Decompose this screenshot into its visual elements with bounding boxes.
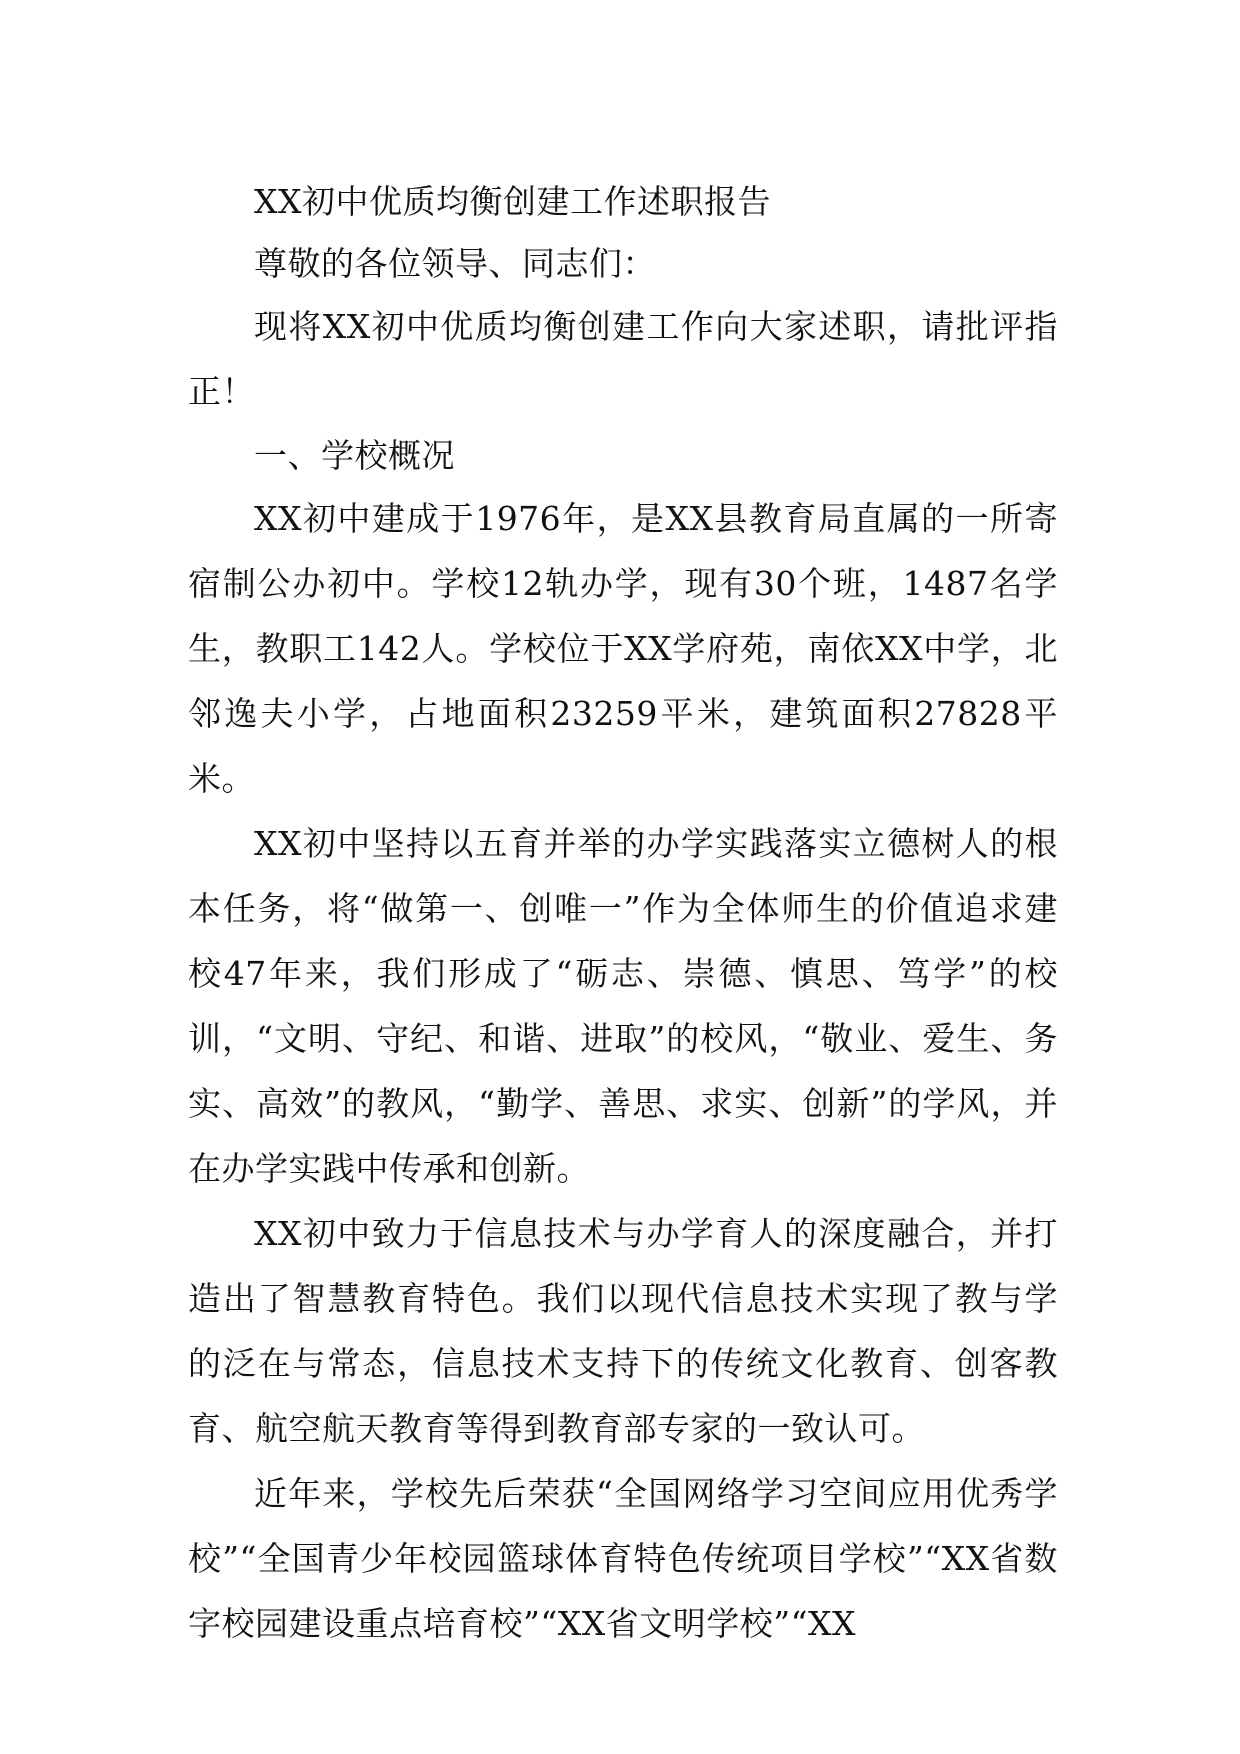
document-page: [188, 172, 1058, 1656]
intro-paragraph: 现将XX初中优质均衡创建工作向大家述职，请批评指正！: [188, 307, 1058, 411]
body-paragraph-honors: 近年来，学校先后荣获“全国网络学习空间应用优秀学校”“全国青少年校园篮球体育特色传统项目学校”“XX省数字校园建设重点培育校”“XX省文明学校”“XX: [188, 1474, 1058, 1643]
salutation: 尊敬的各位领导、同志们：: [254, 244, 656, 283]
document-title: XX初中优质均衡创建工作述职报告: [254, 182, 771, 221]
section-heading: 一、学校概况: [254, 436, 455, 475]
body-paragraph-overview: XX初中建成于1976年，是XX县教育局直属的一所寄宿制公办初中。学校12轨办学，现有30个班，1487名学生，教职工142人。学校位于XX学府苑，南依XX中学，北邻逸夫小学，占地面积23259平米，建筑面积27828平米。: [188, 499, 1058, 798]
body-paragraph-technology: XX初中致力于信息技术与办学育人的深度融合，并打造出了智慧教育特色。我们以现代信息技术实现了教与学的泛在与常态，信息技术支持下的传统文化教育、创客教育、航空航天教育等得到教育部专家的一致认可。: [188, 1214, 1058, 1448]
body-paragraph-values: XX初中坚持以五育并举的办学实践落实立德树人的根本任务，将“做第一、创唯一”作为全体师生的价值追求建校47年来，我们形成了“砺志、崇德、慎思、笃学”的校训，“文明、守纪、和谐、进取”的校风，“敬业、爱生、务实、高效”的教风，“勤学、善思、求实、创新”的学风，并在办学实践中传承和创新。: [188, 824, 1058, 1188]
